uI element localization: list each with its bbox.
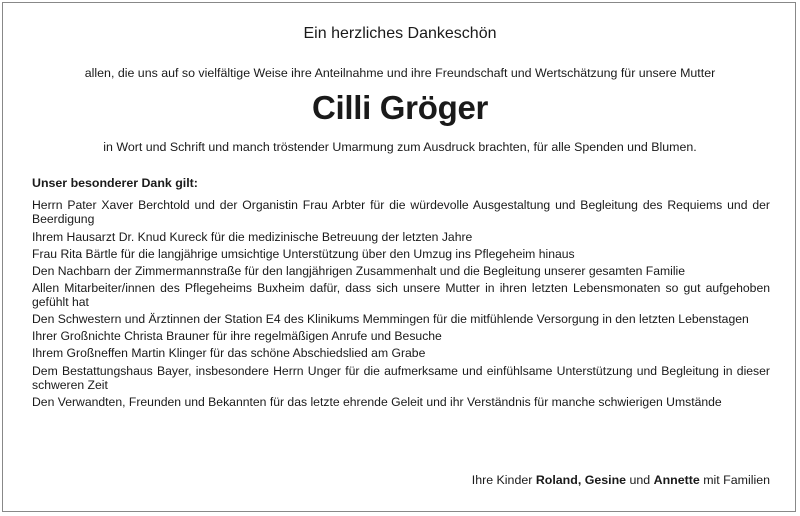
intro-text: allen, die uns auf so vielfältige Weise ihre Anteilnahme und ihre Freundschaft und Wertschätzung für unsere Mutter (84, 66, 716, 80)
thanks-item: Den Schwestern und Ärztinnen der Station E4 des Klinikums Memmingen für die mitfühlende Versorgung in den letzten Lebenstagen (32, 312, 749, 327)
signature-connector: und (629, 473, 651, 487)
thanks-item: Ihrer Großnichte Christa Brauner für ihre regelmäßigen Anrufe und Besuche (32, 329, 442, 344)
closing-text: in Wort und Schrift und manch tröstender Umarmung zum Ausdruck brachten, für alle Spenden und Blumen. (103, 140, 697, 154)
notice-heading: Ein herzliches Dankeschön (303, 25, 497, 42)
deceased-name: Cilli Gröger (311, 89, 489, 126)
thanks-item: Herrn Pater Xaver Berchtold und der Organistin Frau Arbter für die würdevolle Ausgestaltung und Begleitung des Requiems und der Beerdigung (32, 198, 770, 227)
signature-name: Roland, (535, 473, 582, 487)
signature-prefix: Ihre Kinder (471, 473, 533, 487)
thanks-item: Dem Bestattungshaus Bayer, insbesondere Herrn Unger für die aufmerksame und einfühlsame Unterstützung und Begleitung in dieser schweren Zeit (32, 363, 770, 392)
signature-suffix: mit Familien (703, 473, 770, 487)
thanks-item: Den Verwandten, Freunden und Bekannten für das letzte ehrende Geleit und ihr Verständnis für manche schwierigen Umstände (32, 395, 722, 410)
thanks-list (32, 198, 770, 412)
thanks-heading: Unser besonderer Dank gilt: (32, 176, 198, 190)
thanks-item: Den Nachbarn der Zimmermannstraße für den langjährigen Zusammenhalt und die Begleitung unserer gesamten Familie (32, 263, 686, 278)
signature-name: Annette (653, 473, 700, 487)
thanks-item: Frau Rita Bärtle für die langjährige umsichtige Unterstützung über den Umzug ins Pflegeheim hinaus (32, 246, 575, 261)
signature (472, 473, 770, 487)
thanks-item: Ihrem Hausarzt Dr. Knud Kureck für die medizinische Betreuung der letzten Jahre (32, 229, 473, 244)
signature-name: Gesine (584, 473, 627, 487)
thanks-item: Ihrem Großneffen Martin Klinger für das schöne Abschiedslied am Grabe (32, 346, 426, 361)
thanks-item: Allen Mitarbeiter/innen des Pflegeheims Buxheim dafür, dass sich unsere Mutter in ihren letzten Lebensmonaten so gut aufgehoben gefühlt hat (32, 280, 770, 310)
